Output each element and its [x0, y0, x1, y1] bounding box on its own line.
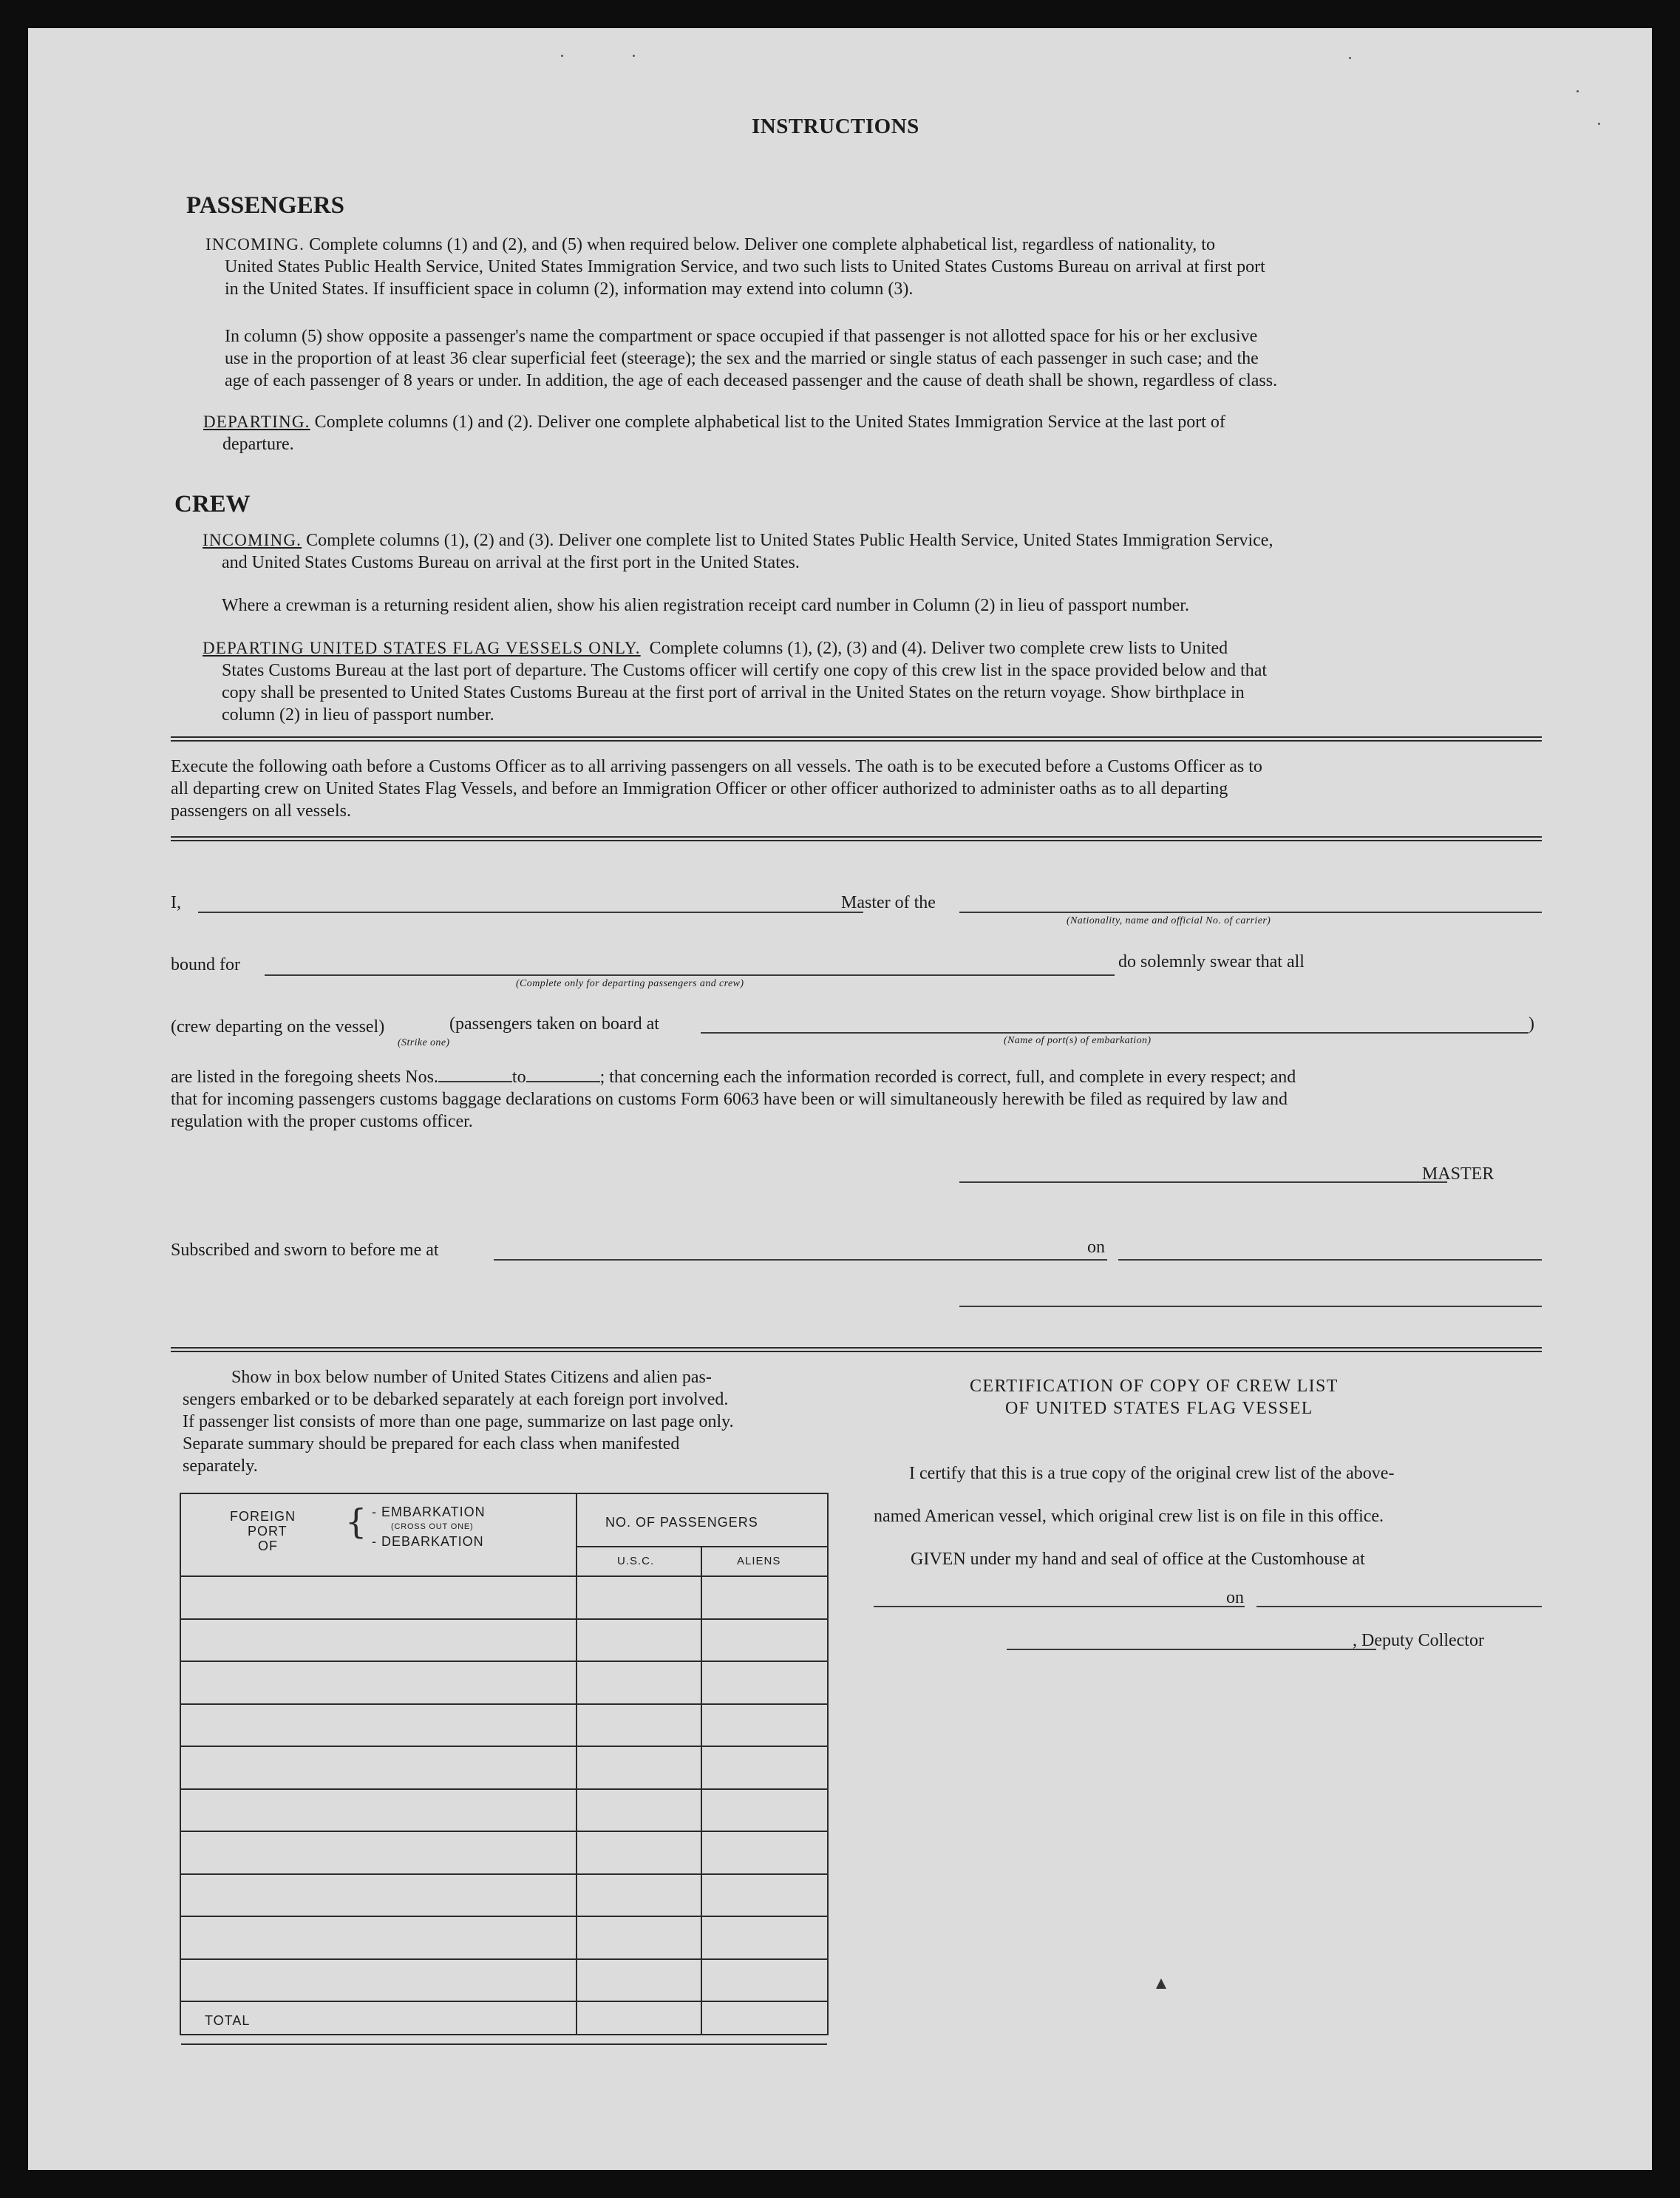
debarkation-option[interactable]: - DEBARKATION: [372, 1534, 484, 1549]
subscribed-label: Subscribed and sworn to before me at: [171, 1241, 439, 1260]
summary-line2: sengers embarked or to be debarked separately at each foreign port involved.: [183, 1390, 729, 1409]
certification-title-1: CERTIFICATION OF COPY OF CREW LIST: [970, 1377, 1339, 1396]
table-row[interactable]: [181, 1958, 827, 1960]
section-divider: [171, 1347, 1542, 1352]
nationality-note: (Nationality, name and official No. of carrier): [1067, 915, 1271, 926]
sheet-to-field[interactable]: [526, 1068, 600, 1082]
sworn-place-field[interactable]: [494, 1259, 1107, 1261]
table-row[interactable]: [181, 1831, 827, 1832]
sworn-date-field[interactable]: [1118, 1259, 1542, 1261]
foreign-header: FOREIGN: [230, 1509, 296, 1524]
certification-title-2: OF UNITED STATES FLAG VESSEL: [1005, 1399, 1313, 1418]
cross-out-note: (CROSS OUT ONE): [391, 1522, 474, 1531]
oath-instructions-line2: all departing crew on United States Flag Vessels, and before an Immigration Officer or other officer authorized to administer oaths as to all departing: [171, 779, 1228, 798]
sheet-from-field[interactable]: [438, 1068, 512, 1082]
crew-departing-line4: column (2) in lieu of passport number.: [222, 705, 494, 725]
crew-departing-paragraph: [203, 637, 1542, 726]
passengers-col5-line1: In column (5) show opposite a passenger's name the compartment or space occupied if that passenger is not allotted space for his or her exclusive: [225, 327, 1258, 346]
crew-departing-line3: copy shall be presented to United States Customs Bureau at the first port of arrival in the United States on the return voyage. Show birthplace in: [222, 683, 1245, 702]
deputy-signature-field[interactable]: [1007, 1649, 1376, 1650]
total-label: TOTAL: [205, 2013, 251, 2028]
master-name-field[interactable]: [198, 912, 863, 913]
passengers-incoming-paragraph: [205, 234, 1542, 300]
aliens-header: ALIENS: [737, 1555, 781, 1567]
table-row[interactable]: [181, 1788, 827, 1790]
crew-resident-line: Where a crewman is a returning resident alien, show his alien registration receipt card number in Column (2) in lieu of passport number.: [222, 596, 1189, 615]
passengers-col5-line3: age of each passenger of 8 years or under. In addition, the age of each deceased passenger and the cause of death shall be shown, regardless of class.: [225, 371, 1278, 390]
certification-line3: GIVEN under my hand and seal of office at the Customhouse at: [911, 1550, 1365, 1569]
passengers-incoming-line3: in the United States. If insufficient space in column (2), information may extend into column (3).: [225, 279, 914, 299]
carrier-field[interactable]: [959, 912, 1542, 913]
scan-speck: [1598, 123, 1600, 125]
scan-speck: [1349, 57, 1351, 59]
embarkation-option[interactable]: - EMBARKATION: [372, 1505, 486, 1519]
certification-line1: I certify that this is a true copy of the original crew list of the above-: [909, 1464, 1395, 1483]
passengers-departing-label: DEPARTING.: [203, 413, 310, 431]
officer-signature-field[interactable]: [959, 1306, 1542, 1307]
summary-line4: Separate summary should be prepared for each class when manifested: [183, 1434, 680, 1454]
brace-glyph: {: [345, 1502, 367, 1541]
summary-line1: Show in box below number of United States Citizens and alien pas-: [231, 1368, 712, 1387]
oath-instructions-line3: passengers on all vessels.: [171, 801, 351, 821]
scan-speck: [633, 55, 635, 57]
passengers-incoming-label: INCOMING.: [205, 235, 305, 254]
sworn-on-label: on: [1087, 1238, 1105, 1257]
table-row[interactable]: [181, 1746, 827, 1747]
passengers-departing-paragraph: [203, 411, 1542, 455]
scan-speck: [1577, 90, 1579, 92]
bound-for-label: bound for: [171, 955, 240, 974]
passengers-incoming-line1: Complete columns (1) and (2), and (5) when required below. Deliver one complete alphabetical list, regardless of nationality, to: [309, 235, 1215, 254]
summary-line3: If passenger list consists of more than one page, summarize on last page only.: [183, 1412, 734, 1431]
summary-paragraph: [183, 1366, 829, 1477]
of-header: OF: [258, 1539, 278, 1553]
no-passengers-header: NO. OF PASSENGERS: [605, 1515, 758, 1530]
certification-line2: named American vessel, which original crew list is on file in this office.: [874, 1507, 1384, 1526]
table-divider: [181, 1575, 827, 1577]
strike-one-note: (Strike one): [398, 1037, 450, 1048]
crew-heading: CREW: [174, 491, 251, 518]
listed-text-2: ; that concerning each the information recorded is correct, full, and complete in every respect; and: [599, 1068, 1296, 1087]
crew-departing-label: DEPARTING UNITED STATES FLAG VESSELS ONLY.: [203, 639, 641, 657]
crew-incoming-label: INCOMING.: [203, 531, 302, 549]
crew-incoming-line2: and United States Customs Bureau on arrival at the first port in the United States.: [222, 553, 800, 572]
table-divider: [576, 1546, 827, 1547]
listed-text-1: are listed in the foregoing sheets Nos.: [171, 1068, 438, 1087]
table-row[interactable]: [181, 1661, 827, 1662]
crew-departing-option[interactable]: (crew departing on the vessel): [171, 1017, 385, 1037]
certification-on-label: on: [1226, 1588, 1244, 1607]
table-row[interactable]: [181, 1873, 827, 1875]
master-signature-field[interactable]: [959, 1181, 1447, 1183]
oath-i-label: I,: [171, 893, 181, 912]
scan-speck: [561, 55, 563, 57]
listed-line3: regulation with the proper customs officer.: [171, 1112, 473, 1131]
ink-blot: [1156, 1978, 1166, 1989]
listed-line2: that for incoming passengers customs baggage declarations on customs Form 6063 have been or will simultaneously herewith be filed as required by law and: [171, 1090, 1288, 1109]
embarkation-ports-field[interactable]: [701, 1032, 1528, 1034]
page-title: INSTRUCTIONS: [752, 115, 919, 138]
certification-date-field[interactable]: [1256, 1606, 1542, 1607]
passenger-summary-table: [180, 1493, 829, 2035]
summary-line5: separately.: [183, 1456, 258, 1476]
passengers-column5-paragraph: [225, 325, 1542, 392]
section-divider: [171, 736, 1542, 742]
listed-paragraph: [171, 1066, 1542, 1133]
deputy-collector-label: , Deputy Collector: [1353, 1631, 1484, 1650]
to-label: to: [511, 1068, 526, 1087]
passengers-col5-line2: use in the proportion of at least 36 clear superficial feet (steerage); the sex and the married or single status of each passenger in such case; and the: [225, 349, 1259, 368]
port-header: PORT: [248, 1524, 288, 1539]
close-paren: ): [1528, 1014, 1534, 1034]
crew-departing-line2: States Customs Bureau at the last port of departure. The Customs officer will certify one copy of this crew list in the space provided below and that: [222, 661, 1268, 680]
table-row[interactable]: [181, 1618, 827, 1620]
master-of-label: Master of the: [841, 893, 936, 912]
oath-instructions-paragraph: [171, 756, 1542, 822]
passengers-incoming-line2: United States Public Health Service, United States Immigration Service, and two such lists to United States Customs Bureau on arrival at first port: [225, 257, 1265, 277]
table-row[interactable]: [181, 1916, 827, 1917]
ports-note: (Name of port(s) of embarkation): [1004, 1035, 1152, 1046]
complete-only-note: (Complete only for departing passengers and crew): [516, 978, 744, 989]
customhouse-field[interactable]: [874, 1606, 1245, 1607]
bound-for-field[interactable]: [265, 974, 1115, 976]
document-page: [28, 28, 1652, 2170]
oath-instructions-line1: Execute the following oath before a Customs Officer as to all arriving passengers on all vessels. The oath is to be executed before a Customs Officer as to: [171, 757, 1262, 776]
crew-departing-line1: Complete columns (1), (2), (3) and (4). Deliver two complete crew lists to United: [649, 639, 1228, 658]
section-divider: [171, 836, 1542, 841]
crew-incoming-line1: Complete columns (1), (2) and (3). Deliver one complete list to United States Public Health Service, United States Immigration Service,: [306, 531, 1273, 550]
solemnly-swear-text: do solemnly swear that all: [1118, 952, 1305, 971]
passengers-heading: PASSENGERS: [186, 192, 344, 219]
usc-header: U.S.C.: [617, 1555, 655, 1567]
table-row[interactable]: [181, 2001, 827, 2002]
passengers-departing-line1: Complete columns (1) and (2). Deliver one complete alphabetical list to the United States Immigration Service at the last port of: [314, 413, 1225, 432]
table-row[interactable]: [181, 2043, 827, 2045]
passengers-departing-line2: departure.: [222, 435, 294, 454]
table-row[interactable]: [181, 1703, 827, 1705]
master-label: MASTER: [1422, 1164, 1494, 1184]
crew-incoming-paragraph: [203, 529, 1542, 574]
passengers-taken-option[interactable]: (passengers taken on board at: [449, 1014, 659, 1034]
